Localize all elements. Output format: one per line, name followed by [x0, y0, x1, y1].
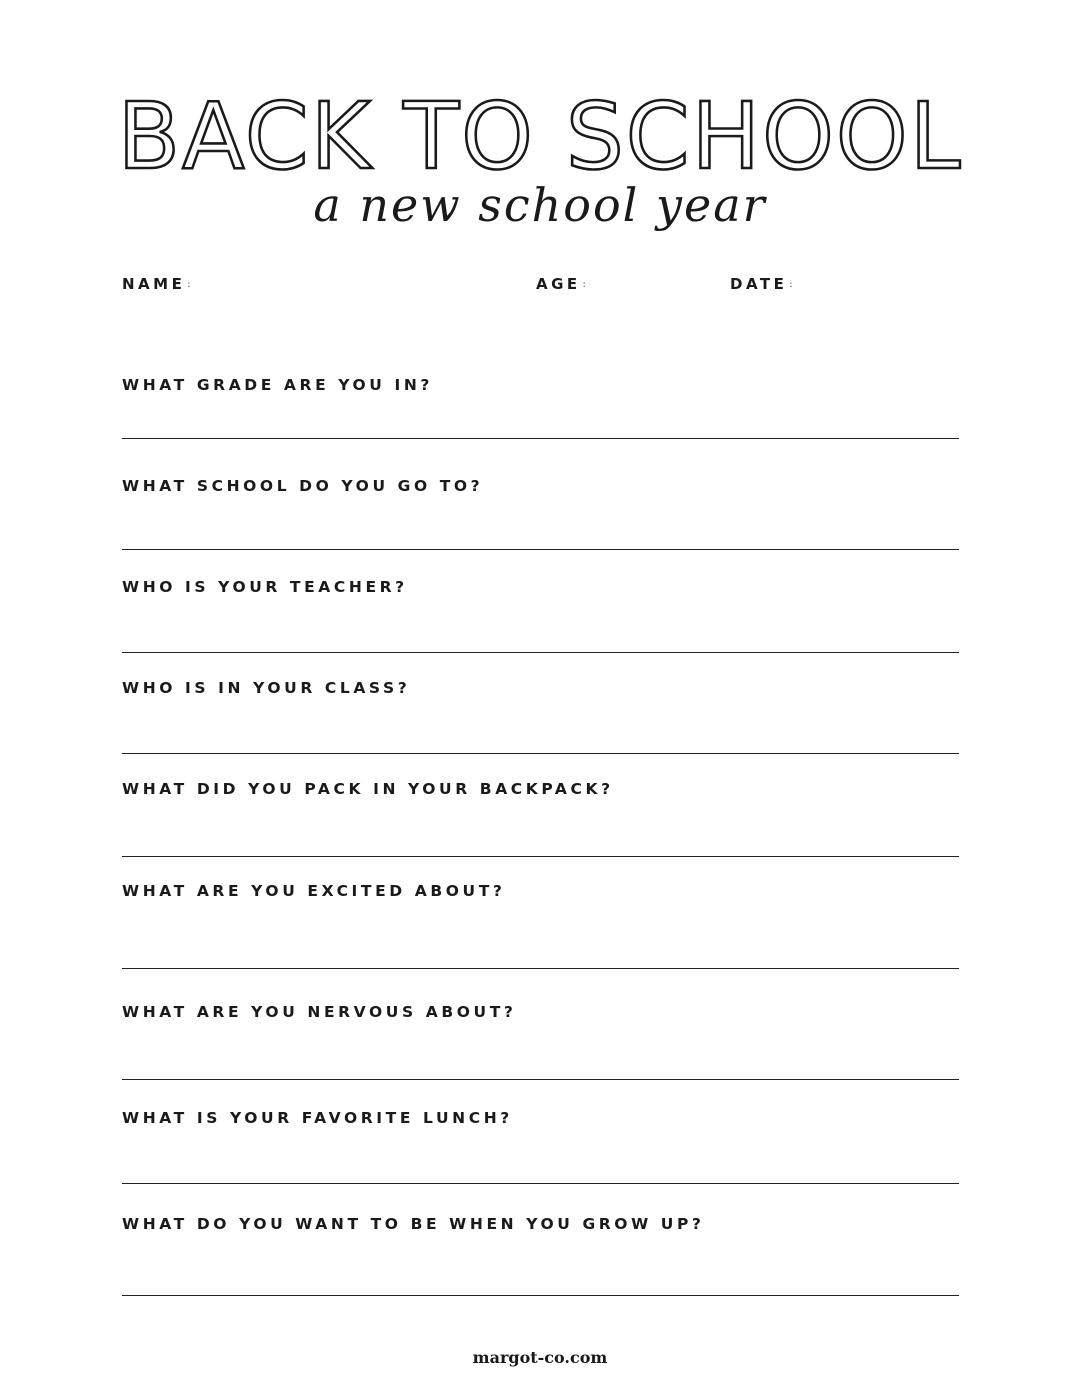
- question-teacher: WHO IS YOUR TEACHER?: [122, 578, 408, 596]
- question-excited: WHAT ARE YOU EXCITED ABOUT?: [122, 882, 506, 900]
- answer-line-teacher: [122, 652, 959, 653]
- answer-line-grow-up: [122, 1295, 959, 1296]
- answer-line-excited: [122, 968, 959, 969]
- date-label-colon: :: [789, 279, 793, 290]
- answer-line-class: [122, 753, 959, 754]
- question-school: WHAT SCHOOL DO YOU GO TO?: [122, 477, 484, 495]
- footer-website: margot-co.com: [472, 1348, 608, 1367]
- name-label-text: NAME: [122, 275, 186, 293]
- page-title: [0, 88, 1080, 188]
- date-field-label: [730, 275, 792, 293]
- question-backpack: WHAT DID YOU PACK IN YOUR BACKPACK?: [122, 780, 614, 798]
- name-field-label: [122, 275, 190, 293]
- answer-line-backpack: [122, 856, 959, 857]
- subtitle: a new school year: [313, 178, 767, 232]
- question-grade: WHAT GRADE ARE YOU IN?: [122, 376, 434, 394]
- question-lunch: WHAT IS YOUR FAVORITE LUNCH?: [122, 1109, 513, 1127]
- answer-line-school: [122, 549, 959, 550]
- answer-line-nervous: [122, 1079, 959, 1080]
- age-field-label: [536, 275, 586, 293]
- date-label-text: DATE: [730, 275, 788, 293]
- question-grow-up: WHAT DO YOU WANT TO BE WHEN YOU GROW UP?: [122, 1215, 705, 1233]
- age-label-colon: :: [582, 279, 586, 290]
- title-text: BACK TO SCHOOL: [117, 88, 963, 188]
- name-label-colon: :: [187, 279, 191, 290]
- answer-line-grade: [122, 438, 959, 439]
- question-nervous: WHAT ARE YOU NERVOUS ABOUT?: [122, 1003, 517, 1021]
- age-label-text: AGE: [536, 275, 581, 293]
- answer-line-lunch: [122, 1183, 959, 1184]
- question-class: WHO IS IN YOUR CLASS?: [122, 679, 411, 697]
